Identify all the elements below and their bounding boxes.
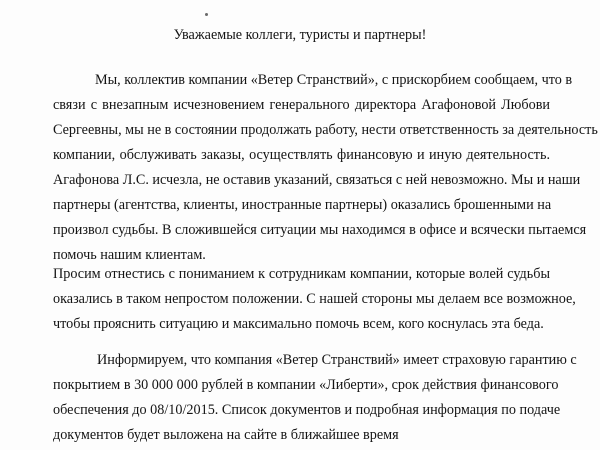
- scan-speck-mark: [205, 13, 208, 16]
- paragraph-3-line-3: обеспечения до 08/10/2015. Список документов и подробная информация по подаче: [53, 402, 561, 418]
- paragraph-1-line-8: помочь нашим клиентам.: [53, 247, 206, 263]
- paragraph-1-line-1: Мы, коллектив компании «Ветер Странствий», с прискорбием сообщаем, что в: [95, 72, 573, 88]
- paragraph-3-line-2: покрытием в 30 000 000 рублей в компании «Либерти», срок действия финансового: [53, 377, 559, 393]
- paragraph-3-line-1: Информируем, что компания «Ветер Странствий» имеет страховую гарантию с: [97, 352, 577, 368]
- paragraph-2-line-2: оказались в таком непростом положении. С нашей стороны мы делаем все возможное,: [53, 291, 576, 307]
- paragraph-1-line-7: произвол судьбы. В сложившейся ситуации мы находимся в офисе и всячески пытаемся: [53, 222, 587, 238]
- paragraph-3-line-4: документов будет выложена на сайте в ближайшее время: [53, 427, 399, 443]
- paragraph-1-line-5: Агафонова Л.С. исчезла, не оставив указаний, связаться с ней невозможно. Мы и наши: [53, 172, 581, 188]
- paragraph-2-line-3: чтобы прояснить ситуацию и максимально помочь всем, кого коснулась эта беда.: [53, 316, 544, 332]
- paragraph-1-line-2: связи с внезапным исчезновением генерального директора Агафоновой Любови: [53, 97, 550, 113]
- paragraph-1-line-6: партнеры (агентства, клиенты, иностранные партнеры) оказались брошенными на: [53, 197, 552, 213]
- letter-title: Уважаемые коллеги, туристы и партнеры!: [173, 27, 427, 43]
- paragraph-1-line-3: Сергеевны, мы не в состоянии продолжать работу, нести ответственность за деятельность: [53, 122, 598, 138]
- paragraph-2-line-1: Просим отнестись с пониманием к сотрудникам компании, которые волей судьбы: [53, 266, 550, 282]
- paragraph-1-line-4: компании, обслуживать заказы, осуществлять финансовую и иную деятельность.: [53, 147, 550, 163]
